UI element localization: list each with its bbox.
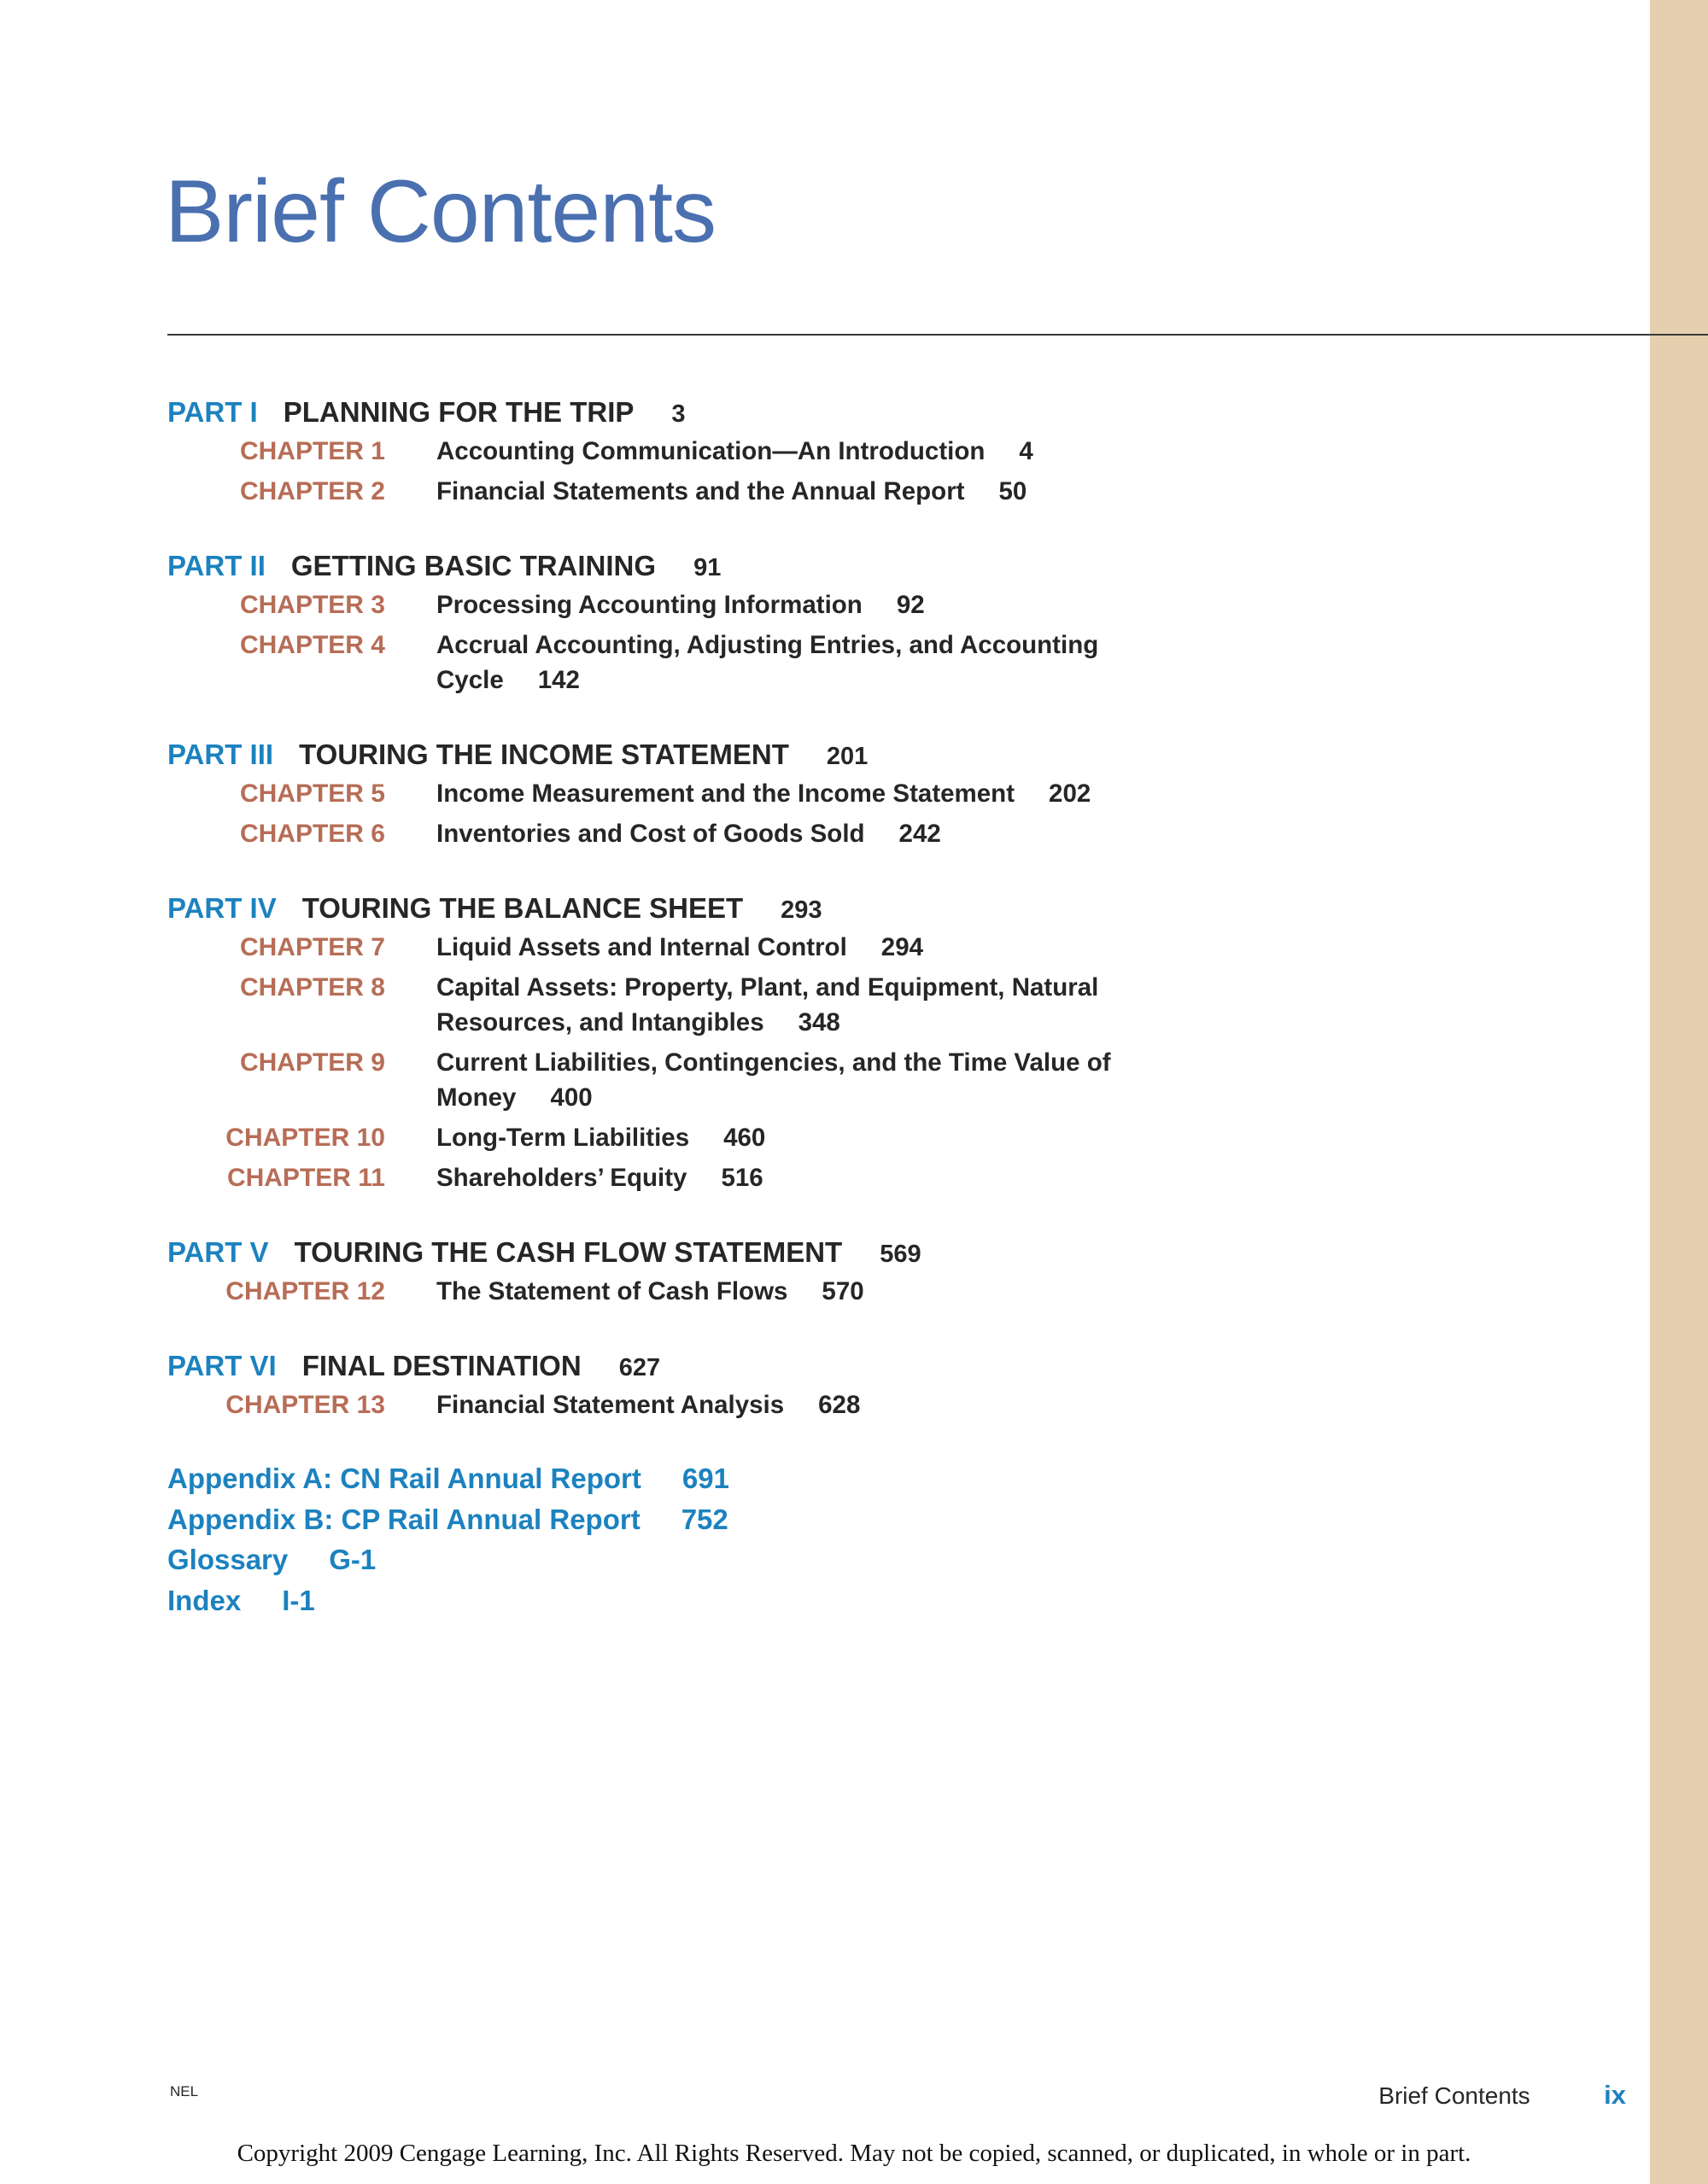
back-matter-title: Glossary [167, 1544, 289, 1575]
part-page-number: 627 [618, 1354, 661, 1381]
chapter-page-number: 460 [723, 1124, 766, 1152]
part-label: PART II [167, 550, 266, 581]
chapter-label: CHAPTER 13 [225, 1391, 385, 1419]
page-number: ix [1604, 2080, 1626, 2110]
back-matter-page-number: 691 [681, 1463, 729, 1494]
chapter-entry [167, 930, 1192, 965]
chapter-label: CHAPTER 2 [239, 477, 385, 505]
chapter-entry [167, 970, 1192, 1040]
chapter-title: The Statement of Cash Flows [436, 1277, 788, 1305]
parts-list [167, 391, 1192, 1422]
part-heading [167, 1345, 1192, 1387]
back-matter-entry [167, 1580, 1192, 1621]
chapter-title: Financial Statements and the Annual Report [436, 477, 965, 505]
chapter-page-number: 294 [880, 933, 924, 961]
chapter-entry [167, 1120, 1192, 1155]
part-heading [167, 391, 1192, 434]
page-edge-band [1650, 0, 1708, 2184]
toc-part [167, 1345, 1192, 1422]
part-heading [167, 733, 1192, 776]
chapter-title-block [436, 1120, 1120, 1155]
chapter-page-number: 92 [896, 591, 925, 619]
toc-part [167, 391, 1192, 509]
page-title: Brief Contents [165, 162, 716, 261]
running-footer [1378, 2078, 1626, 2112]
chapter-title: Processing Accounting Information [436, 591, 863, 619]
back-matter-title: Appendix B: CP Rail Annual Report [167, 1503, 640, 1535]
chapter-entry [167, 628, 1192, 698]
chapter-title-block [436, 587, 1120, 622]
chapter-title-block [436, 1274, 1120, 1309]
table-of-contents [167, 391, 1192, 1620]
chapter-entry [167, 816, 1192, 851]
back-matter-title: Index [167, 1584, 242, 1616]
chapter-page-number: 50 [998, 477, 1027, 505]
chapter-page-number: 628 [818, 1391, 861, 1419]
chapter-title-block [436, 816, 1120, 851]
back-matter-entry [167, 1458, 1192, 1499]
chapter-label: CHAPTER 12 [225, 1277, 385, 1305]
chapter-title-block [436, 970, 1120, 1040]
chapter-title-block [436, 474, 1120, 509]
part-label: PART IV [167, 892, 277, 924]
chapter-title: Current Liabilities, Contingencies, and the Time Value of Money [436, 1048, 1111, 1112]
chapter-title: Accrual Accounting, Adjusting Entries, and Accounting Cycle [436, 631, 1099, 694]
chapter-page-number: 348 [798, 1008, 840, 1037]
part-heading [167, 887, 1192, 930]
part-page-number: 91 [693, 554, 722, 581]
chapter-entry [167, 1274, 1192, 1309]
part-label: PART I [167, 396, 258, 428]
chapter-entry [167, 1160, 1192, 1195]
part-heading [167, 545, 1192, 587]
part-heading [167, 1231, 1192, 1274]
chapter-page-number: 516 [721, 1164, 763, 1192]
chapter-label: CHAPTER 7 [239, 933, 385, 961]
chapter-title-block [436, 434, 1120, 469]
copyright-notice: Copyright 2009 Cengage Learning, Inc. All Rights Reserved. May not be copied, scanned, or duplicated, in whole or in part. [237, 2140, 1471, 2167]
back-matter-page-number: 752 [681, 1503, 728, 1535]
chapter-title: Capital Assets: Property, Plant, and Equipment, Natural Resources, and Intangibles [436, 973, 1099, 1037]
chapter-label: CHAPTER 11 [226, 1164, 385, 1192]
running-title: Brief Contents [1378, 2082, 1530, 2109]
publisher-mark: NEL [170, 2083, 199, 2099]
chapter-page-number: 400 [550, 1083, 593, 1112]
back-matter-page-number: I-1 [282, 1584, 315, 1616]
chapter-entry [167, 587, 1192, 622]
part-page-number: 293 [781, 896, 822, 924]
chapter-label: CHAPTER 5 [239, 780, 385, 808]
chapter-entry [167, 474, 1192, 509]
chapter-title-block [436, 1160, 1120, 1195]
chapter-title-block [436, 1387, 1120, 1422]
chapter-title-block [436, 930, 1120, 965]
chapter-label: CHAPTER 6 [239, 820, 385, 848]
part-title: TOURING THE CASH FLOW STATEMENT [294, 1236, 843, 1268]
part-label: PART VI [167, 1350, 277, 1381]
chapter-page-number: 142 [537, 666, 580, 694]
chapter-title: Income Measurement and the Income Statement [436, 780, 1015, 808]
chapter-title-block [436, 776, 1120, 811]
part-title: PLANNING FOR THE TRIP [283, 396, 635, 428]
chapter-label: CHAPTER 9 [239, 1048, 385, 1077]
chapter-entry [167, 1045, 1192, 1115]
toc-part [167, 1231, 1192, 1309]
back-matter-title: Appendix A: CN Rail Annual Report [167, 1463, 641, 1494]
part-title: TOURING THE INCOME STATEMENT [299, 739, 789, 770]
back-matter-list [167, 1458, 1192, 1620]
chapter-title: Long-Term Liabilities [436, 1124, 690, 1152]
chapter-title: Financial Statement Analysis [436, 1391, 785, 1419]
chapter-label: CHAPTER 3 [239, 591, 385, 619]
part-page-number: 201 [826, 743, 869, 770]
part-page-number: 3 [671, 400, 686, 428]
chapter-title-block [436, 1045, 1120, 1115]
chapter-label: CHAPTER 10 [225, 1124, 385, 1152]
toc-part [167, 733, 1192, 851]
toc-part [167, 545, 1192, 698]
chapter-page-number: 4 [1019, 437, 1033, 465]
part-label: PART III [167, 739, 274, 770]
toc-part [167, 887, 1192, 1195]
back-matter-page-number: G-1 [329, 1544, 377, 1575]
part-title: FINAL DESTINATION [301, 1350, 582, 1381]
chapter-title-block [436, 628, 1120, 698]
chapter-title: Accounting Communication—An Introduction [436, 437, 986, 465]
chapter-label: CHAPTER 4 [239, 631, 385, 659]
chapter-title: Shareholders’ Equity [436, 1164, 687, 1192]
back-matter-entry [167, 1539, 1192, 1580]
chapter-entry [167, 1387, 1192, 1422]
chapter-entry [167, 776, 1192, 811]
part-label: PART V [167, 1236, 269, 1268]
chapter-title: Liquid Assets and Internal Control [436, 933, 847, 961]
chapter-label: CHAPTER 1 [239, 437, 385, 465]
chapter-label: CHAPTER 8 [239, 973, 385, 1001]
title-divider [167, 334, 1708, 336]
back-matter-entry [167, 1499, 1192, 1540]
chapter-title: Inventories and Cost of Goods Sold [436, 820, 865, 848]
chapter-page-number: 570 [822, 1277, 864, 1305]
chapter-page-number: 242 [898, 820, 941, 848]
chapter-entry [167, 434, 1192, 469]
part-title: TOURING THE BALANCE SHEET [301, 892, 744, 924]
chapter-page-number: 202 [1049, 780, 1091, 808]
part-title: GETTING BASIC TRAINING [290, 550, 657, 581]
part-page-number: 569 [880, 1241, 921, 1268]
